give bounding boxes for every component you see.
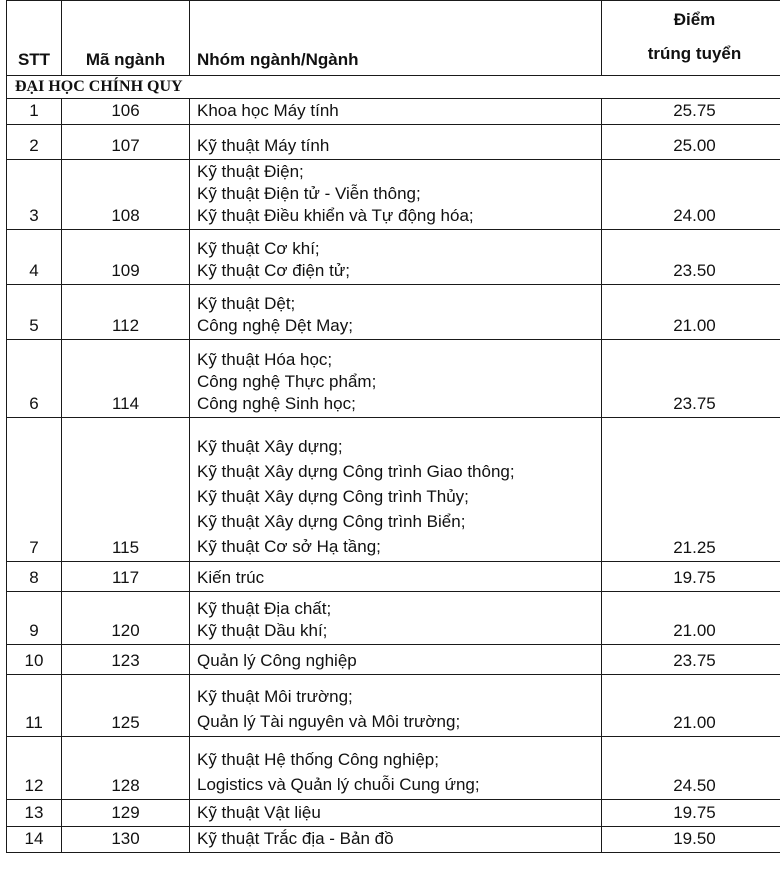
cell-score: 21.00 xyxy=(602,285,780,340)
cell-stt: 10 xyxy=(7,645,62,675)
cell-code: 115 xyxy=(62,418,190,562)
major-name: Công nghệ Dệt May; xyxy=(197,316,353,335)
cell-majors xyxy=(190,99,602,125)
cell-code: 125 xyxy=(62,675,190,737)
header-score-line1: Điểm xyxy=(673,10,716,29)
table-row xyxy=(7,562,780,592)
major-name: Kỹ thuật Điều khiển và Tự động hóa; xyxy=(197,206,474,225)
major-name: Quản lý Công nghiệp xyxy=(197,651,357,670)
cell-code: 108 xyxy=(62,160,190,230)
cell-stt: 2 xyxy=(7,125,62,160)
header-stt: STT xyxy=(7,1,62,76)
major-name: Công nghệ Thực phẩm; xyxy=(197,372,377,391)
cell-majors xyxy=(190,645,602,675)
cell-stt: 11 xyxy=(7,675,62,737)
section-row xyxy=(7,76,780,99)
major-name: Kỹ thuật Cơ điện tử; xyxy=(197,261,350,280)
cell-majors xyxy=(190,340,602,418)
cell-stt: 3 xyxy=(7,160,62,230)
cell-score: 19.75 xyxy=(602,562,780,592)
cell-stt: 9 xyxy=(7,592,62,645)
header-group: Nhóm ngành/Ngành xyxy=(190,1,602,76)
table-row xyxy=(7,418,780,562)
cell-stt: 1 xyxy=(7,99,62,125)
table-row xyxy=(7,800,780,827)
cell-code: 120 xyxy=(62,592,190,645)
major-name: Kỹ thuật Dệt; xyxy=(197,294,296,313)
cell-code: 117 xyxy=(62,562,190,592)
major-name: Kiến trúc xyxy=(197,568,265,587)
cell-code: 107 xyxy=(62,125,190,160)
cell-majors xyxy=(190,675,602,737)
cell-stt: 8 xyxy=(7,562,62,592)
cell-code: 114 xyxy=(62,340,190,418)
table-row xyxy=(7,675,780,737)
major-name: Kỹ thuật Môi trường; xyxy=(197,687,353,706)
major-name: Kỹ thuật Trắc địa - Bản đồ xyxy=(197,829,394,848)
cell-majors xyxy=(190,230,602,285)
major-name: Khoa học Máy tính xyxy=(197,101,339,120)
major-name: Kỹ thuật Cơ sở Hạ tầng; xyxy=(197,537,381,556)
cell-code: 129 xyxy=(62,800,190,827)
header-score-line2: trúng tuyển xyxy=(647,44,742,63)
table-row xyxy=(7,285,780,340)
section-title: ĐẠI HỌC CHÍNH QUY xyxy=(7,76,780,99)
cell-score: 21.00 xyxy=(602,592,780,645)
cell-majors xyxy=(190,418,602,562)
header-code: Mã ngành xyxy=(62,1,190,76)
cell-stt: 12 xyxy=(7,737,62,800)
cell-majors xyxy=(190,592,602,645)
table-row xyxy=(7,592,780,645)
cell-score: 19.50 xyxy=(602,827,780,853)
cell-stt: 14 xyxy=(7,827,62,853)
major-name: Kỹ thuật Địa chất; xyxy=(197,599,332,618)
cell-score: 24.00 xyxy=(602,160,780,230)
cell-majors xyxy=(190,160,602,230)
cell-code: 106 xyxy=(62,99,190,125)
major-name: Kỹ thuật Vật liệu xyxy=(197,803,321,822)
cell-stt: 7 xyxy=(7,418,62,562)
cell-majors xyxy=(190,285,602,340)
major-name: Kỹ thuật Xây dựng Công trình Thủy; xyxy=(197,487,469,506)
cell-score: 23.50 xyxy=(602,230,780,285)
major-name: Kỹ thuật Cơ khí; xyxy=(197,239,320,258)
table-row xyxy=(7,827,780,853)
cell-code: 130 xyxy=(62,827,190,853)
cell-code: 123 xyxy=(62,645,190,675)
cell-score: 19.75 xyxy=(602,800,780,827)
major-name: Kỹ thuật Xây dựng Công trình Giao thông; xyxy=(197,462,515,481)
major-name: Công nghệ Sinh học; xyxy=(197,394,356,413)
cell-majors xyxy=(190,827,602,853)
cell-majors xyxy=(190,562,602,592)
table-row xyxy=(7,737,780,800)
cell-code: 128 xyxy=(62,737,190,800)
cell-stt: 13 xyxy=(7,800,62,827)
cell-score: 24.50 xyxy=(602,737,780,800)
cell-score: 23.75 xyxy=(602,340,780,418)
cell-stt: 6 xyxy=(7,340,62,418)
cell-score: 23.75 xyxy=(602,645,780,675)
table-row xyxy=(7,99,780,125)
table-row xyxy=(7,125,780,160)
table-row xyxy=(7,230,780,285)
major-name: Kỹ thuật Điện tử - Viễn thông; xyxy=(197,184,421,203)
major-name: Kỹ thuật Dầu khí; xyxy=(197,621,328,640)
cell-majors xyxy=(190,800,602,827)
cell-majors xyxy=(190,737,602,800)
cell-code: 109 xyxy=(62,230,190,285)
cell-score: 21.00 xyxy=(602,675,780,737)
major-name: Logistics và Quản lý chuỗi Cung ứng; xyxy=(197,775,480,794)
major-name: Kỹ thuật Hóa học; xyxy=(197,350,333,369)
cell-score: 25.00 xyxy=(602,125,780,160)
major-name: Kỹ thuật Điện; xyxy=(197,162,304,181)
header-score xyxy=(602,1,780,76)
table-row xyxy=(7,645,780,675)
major-name: Kỹ thuật Xây dựng Công trình Biển; xyxy=(197,512,466,531)
table-row xyxy=(7,340,780,418)
cell-stt: 4 xyxy=(7,230,62,285)
major-name: Kỹ thuật Máy tính xyxy=(197,136,330,155)
cell-score: 21.25 xyxy=(602,418,780,562)
cell-score: 25.75 xyxy=(602,99,780,125)
admission-scores-table xyxy=(6,0,780,853)
cell-code: 112 xyxy=(62,285,190,340)
table-row xyxy=(7,160,780,230)
major-name: Kỹ thuật Hệ thống Công nghiệp; xyxy=(197,750,439,769)
table-header-row xyxy=(7,1,780,76)
cell-stt: 5 xyxy=(7,285,62,340)
cell-majors xyxy=(190,125,602,160)
major-name: Quản lý Tài nguyên và Môi trường; xyxy=(197,712,461,731)
major-name: Kỹ thuật Xây dựng; xyxy=(197,437,343,456)
